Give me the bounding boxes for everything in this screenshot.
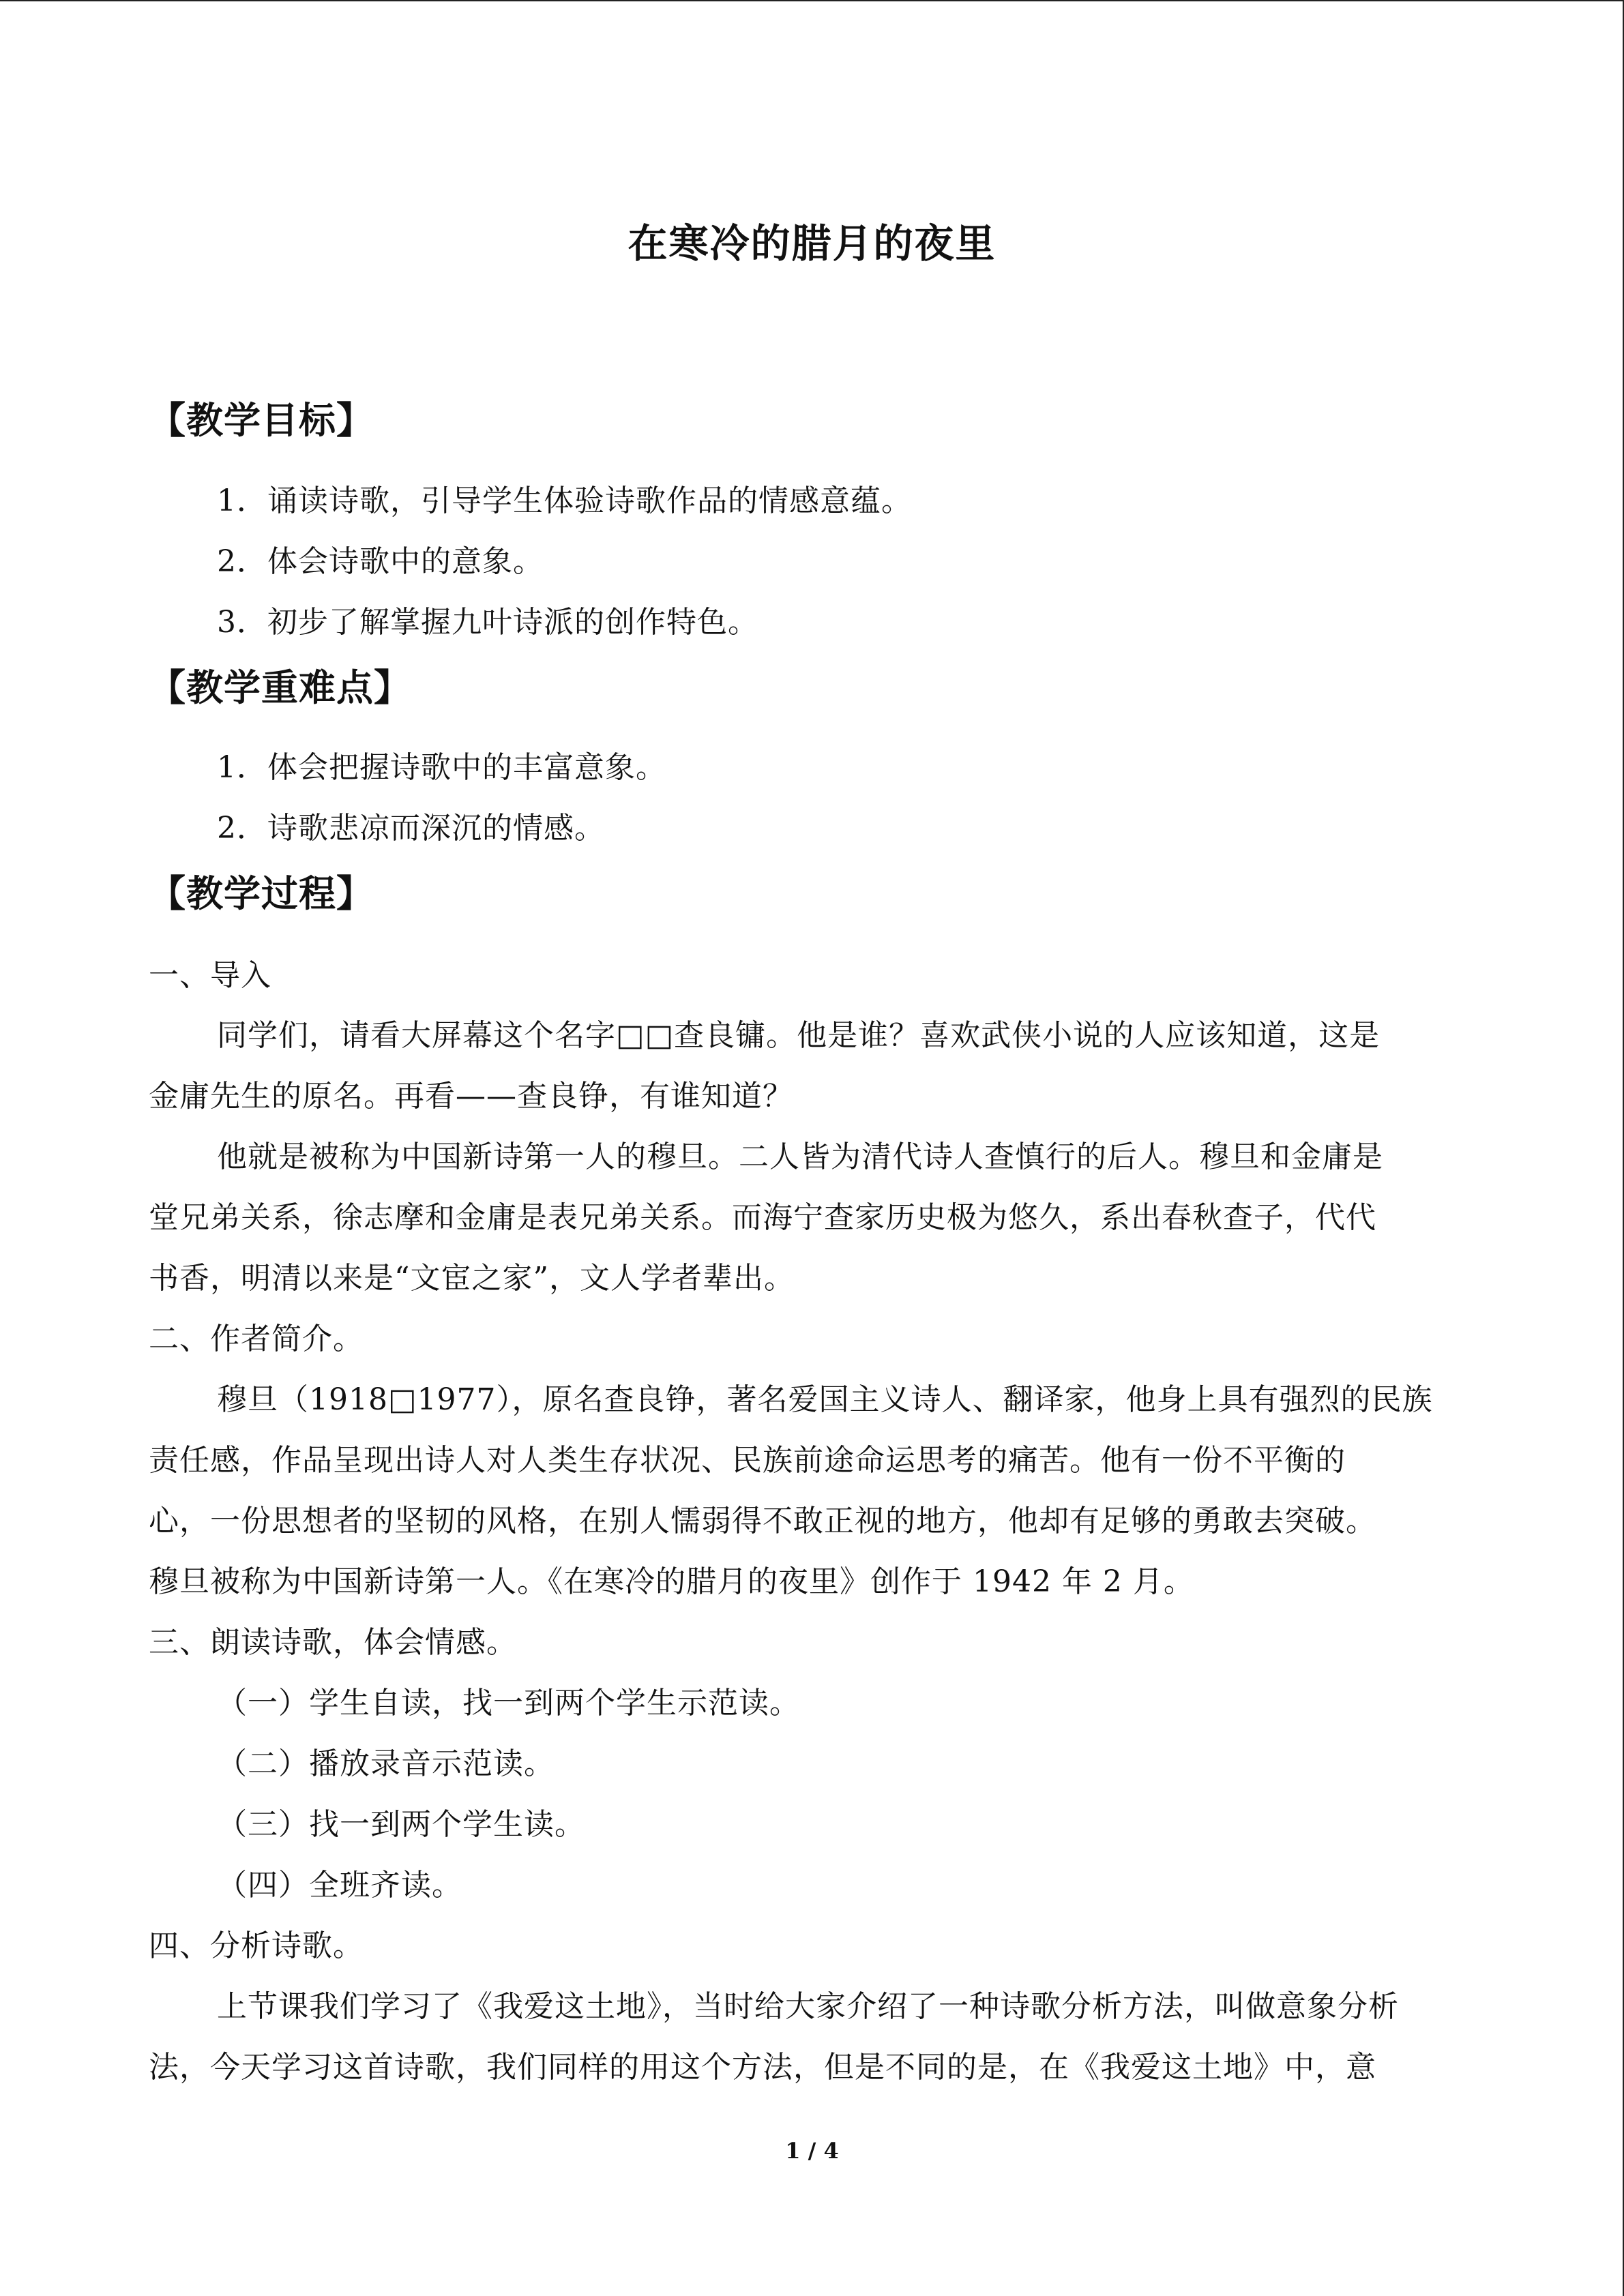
section-heading-process: 【教学过程】: [149, 871, 374, 915]
key-point-item: 2．诗歌悲凉而深沉的情感。: [217, 811, 605, 846]
page-title: 在寒冷的腊月的夜里: [628, 220, 996, 267]
paragraph-line: 法，今天学习这首诗歌，我们同样的用这个方法，但是不同的是，在《我爱这土地》中，意: [149, 2050, 1376, 2085]
paragraph-line: 堂兄弟关系，徐志摩和金庸是表兄弟关系。而海宁查家历史极为悠久，系出春秋查子，代代: [149, 1200, 1376, 1235]
paragraph-line: 金庸先生的原名。再看——查良铮，有谁知道？: [149, 1079, 793, 1114]
subsection-label-intro: 一、导入: [149, 958, 271, 993]
page-number: 1 / 4: [785, 2138, 839, 2164]
subsection-label-analysis: 四、分析诗歌。: [149, 1928, 364, 1963]
subsection-label-author: 二、作者简介。: [149, 1322, 364, 1356]
paragraph-line: 书香，明清以来是“文宦之家”，文人学者辈出。: [149, 1261, 795, 1296]
paragraph-line: 穆旦（1918□1977），原名查良铮，著名爱国主义诗人、翻译家，他身上具有强烈的民族: [217, 1382, 1433, 1417]
goal-item: 3．初步了解掌握九叶诗派的创作特色。: [217, 605, 758, 640]
paragraph-line: 穆旦被称为中国新诗第一人。《在寒冷的腊月的夜里》创作于 1942 年 2 月。: [149, 1564, 1194, 1599]
section-heading-goals: 【教学目标】: [149, 398, 374, 442]
paragraph-line: 他就是被称为中国新诗第一人的穆旦。二人皆为清代诗人查慎行的后人。穆旦和金庸是: [217, 1139, 1383, 1174]
goal-item: 1．诵读诗歌，引导学生体验诗歌作品的情感意蕴。: [217, 483, 912, 518]
paragraph-line: 责任感，作品呈现出诗人对人类生存状况、民族前途命运思考的痛苦。他有一份不平衡的: [149, 1443, 1346, 1478]
reading-step: （二）播放录音示范读。: [217, 1746, 555, 1781]
paragraph-line: 同学们，请看大屏幕这个名字□□查良镛。他是谁？喜欢武侠小说的人应该知道，这是: [217, 1018, 1381, 1053]
reading-step: （三）找一到两个学生读。: [217, 1807, 585, 1842]
key-point-item: 1．体会把握诗歌中的丰富意象。: [217, 750, 666, 785]
reading-step: （四）全班齐读。: [217, 1868, 462, 1903]
section-heading-key-points: 【教学重难点】: [149, 666, 411, 709]
paragraph-line: 心，一份思想者的坚韧的风格，在别人懦弱得不敢正视的地方，他却有足够的勇敢去突破。: [149, 1504, 1376, 1538]
subsection-label-reading: 三、朗读诗歌，体会情感。: [149, 1625, 517, 1660]
goal-item: 2．体会诗歌中的意象。: [217, 544, 544, 579]
reading-step: （一）学生自读，找一到两个学生示范读。: [217, 1686, 800, 1720]
paragraph-line: 上节课我们学习了《我爱这土地》，当时给大家介绍了一种诗歌分析方法，叫做意象分析: [217, 1989, 1399, 2024]
